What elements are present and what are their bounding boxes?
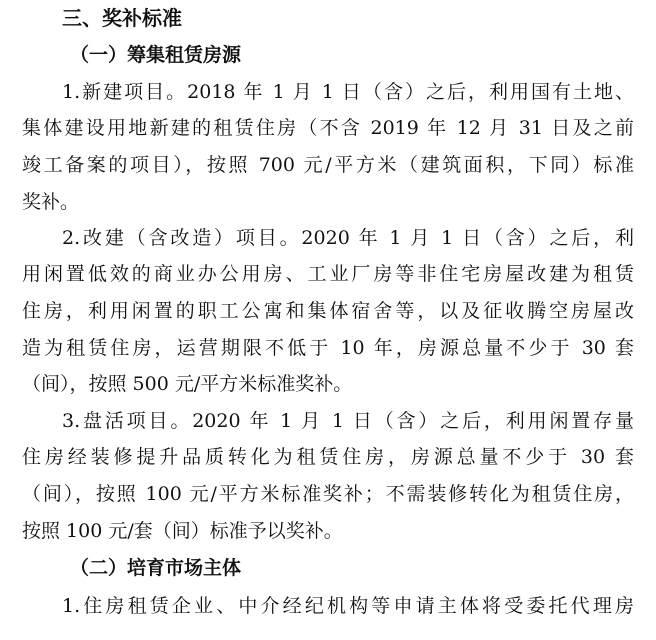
item-3-line-4: 按照 100 元/套（间）标准予以奖补。 — [22, 520, 343, 542]
item-2-line-5: （间），按照 500 元/平方米标准奖补。 — [22, 373, 353, 395]
item-2-line-3: 住房，利用闲置的职工公寓和集体宿舍等，以及征收腾空房屋改 — [22, 300, 634, 322]
item-2-line-1: 2.改建（含改造）项目。2020 年 1 月 1 日（含）之后，利 — [62, 227, 634, 249]
item-2-line-4: 造为租赁住房，运营期限不低于 10 年，房源总量不少于 30 套 — [22, 337, 634, 359]
subsection-heading-1: （一）筹集租赁房源 — [70, 44, 242, 66]
item-1-line-1: 1.新建项目。2018 年 1 月 1 日（含）之后，利用国有土地、 — [62, 81, 634, 103]
item-3-line-3: （间），按照 100 元/平方米标准奖补；不需装修转化为租赁住房， — [22, 483, 634, 505]
item-3-line-1: 3.盘活项目。2020 年 1 月 1 日（含）之后，利用闲置存量 — [62, 410, 634, 432]
item-3-line-2: 住房经装修提升品质转化为租赁住房，房源总量不少于 30 套 — [22, 446, 634, 468]
item-1-line-4: 奖补。 — [22, 191, 80, 213]
item-4-line-1: 1.住房租赁企业、中介经纪机构等申请主体将受委托代理房 — [62, 595, 634, 617]
item-1-line-3: 竣工备案的项目），按照 700 元/平方米（建筑面积，下同）标准 — [22, 154, 634, 176]
item-1-line-2: 集体建设用地新建的租赁住房（不含 2019 年 12 月 31 日及之前 — [22, 117, 634, 139]
item-2-line-2: 用闲置低效的商业办公用房、工业厂房等非住宅房屋改建为租赁 — [22, 263, 634, 285]
subsection-heading-2: （二）培育市场主体 — [70, 557, 242, 579]
section-heading: 三、奖补标准 — [62, 6, 182, 30]
